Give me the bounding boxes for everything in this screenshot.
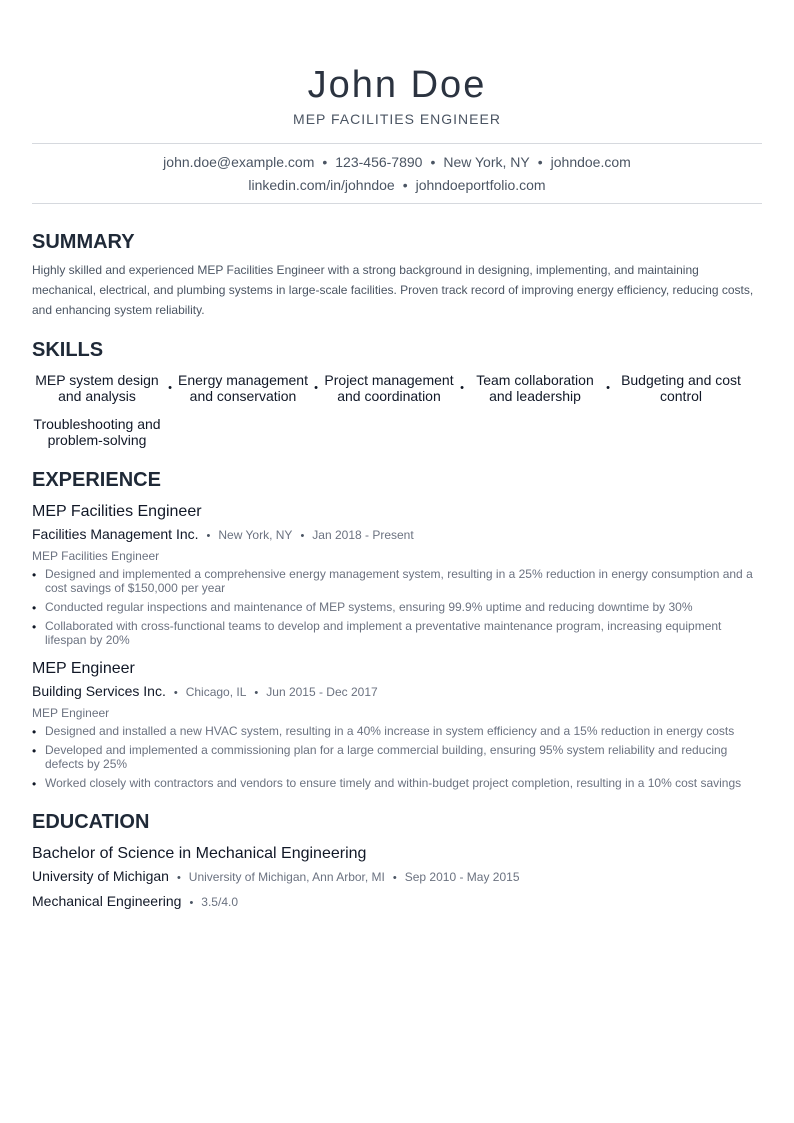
bullet-text: Designed and installed a new HVAC system, resulting in a 40% increase in system efficiency and a 15% reduction in energy costs (45, 724, 735, 738)
bullet-icon: • (32, 601, 37, 615)
job-location: Chicago, IL (185, 685, 247, 699)
job-meta (32, 680, 762, 704)
bullet-text: Worked closely with contractors and vendors to ensure timely and within-budget project completion, resulting in a 10% cost savings (45, 776, 742, 790)
bullet-icon: • (32, 744, 37, 758)
job-meta (32, 523, 762, 547)
list-item (32, 567, 762, 595)
separator-dot: • (173, 687, 178, 699)
list-item (32, 743, 762, 771)
skill-item (470, 372, 616, 404)
skills-heading: SKILLS (32, 339, 104, 361)
experience-entry (32, 659, 762, 790)
job-dates: Jan 2018 - Present (312, 528, 414, 542)
experience-entry (32, 502, 762, 647)
bullet-icon: • (32, 568, 37, 582)
contact-block (32, 144, 762, 203)
separator-dot: • (300, 530, 305, 542)
education-meta (32, 865, 762, 889)
bullet-text: Developed and implemented a commissioning plan for a large commercial building, ensuring 95% system reliability and reducing defects by 25% (45, 743, 728, 771)
education-dates: Sep 2010 - May 2015 (404, 870, 520, 884)
skill-item (616, 372, 746, 404)
skill-label: Project management and coordination (324, 372, 454, 404)
skill-label: Energy management and conservation (178, 372, 308, 404)
education-entry (32, 844, 762, 914)
education-heading: EDUCATION (32, 811, 150, 833)
contact-phone[interactable]: 123-456-7890 (335, 154, 423, 170)
company-name: Building Services Inc. (32, 683, 166, 699)
experience-heading: EXPERIENCE (32, 469, 161, 491)
education-field-meta (32, 890, 762, 914)
list-item (32, 619, 762, 647)
separator-dot: • (206, 530, 211, 542)
contact-website[interactable]: johndoe.com (550, 154, 631, 170)
skill-label: Troubleshooting and problem-solving (33, 416, 161, 448)
job-bullets (32, 567, 762, 647)
bullet-icon: • (32, 620, 37, 634)
degree-title: Bachelor of Science in Mechanical Engineering (32, 845, 367, 862)
job-title: MEP Facilities Engineer (32, 503, 202, 520)
separator-dot: • (322, 154, 328, 170)
separator-dot: • (460, 382, 464, 394)
bullet-text: Conducted regular inspections and maintenance of MEP systems, ensuring 99.9% uptime and reducing downtime by 30% (45, 600, 693, 614)
separator-dot: • (402, 177, 408, 193)
contact-line-2 (32, 174, 762, 197)
candidate-name: John Doe (307, 64, 487, 106)
skill-item (178, 372, 324, 404)
header-divider-bottom (32, 203, 762, 204)
skill-label: Budgeting and cost control (621, 372, 741, 404)
separator-dot: • (537, 154, 543, 170)
field-of-study: Mechanical Engineering (32, 893, 182, 909)
candidate-headline: MEP FACILITIES ENGINEER (293, 111, 501, 127)
contact-email[interactable]: john.doe@example.com (163, 154, 315, 170)
list-item (32, 600, 762, 614)
skills-list (32, 372, 762, 448)
job-dates: Jun 2015 - Dec 2017 (266, 685, 378, 699)
job-role: MEP Engineer (32, 706, 110, 720)
summary-text: Highly skilled and experienced MEP Facilities Engineer with a strong background in designing, implementing, and maintaining mechanical, electrical, and plumbing systems in large-scale facilities. Proven track record of improving energy efficiency, reducing costs, and enhancing system reliability. (32, 263, 754, 317)
list-item (32, 776, 762, 790)
separator-dot: • (189, 897, 194, 909)
separator-dot: • (430, 154, 436, 170)
skill-item (32, 416, 162, 448)
contact-location: New York, NY (443, 154, 530, 170)
list-item (32, 724, 762, 738)
bullet-text: Collaborated with cross-functional teams to develop and implement a preventative maintenance program, increasing equipment lifespan by 20% (45, 619, 722, 647)
separator-dot: • (176, 872, 181, 884)
separator-dot: • (168, 382, 172, 394)
bullet-text: Designed and implemented a comprehensive energy management system, resulting in a 25% reduction in energy consumption and a cost savings of $150,000 per year (45, 567, 753, 595)
job-location: New York, NY (218, 528, 293, 542)
job-bullets (32, 724, 762, 790)
resume-header (32, 0, 762, 127)
gpa: 3.5/4.0 (201, 895, 238, 909)
job-role: MEP Facilities Engineer (32, 549, 160, 563)
skill-label: Team collaboration and leadership (476, 372, 594, 404)
school-name: University of Michigan (32, 868, 169, 884)
skill-item (32, 372, 178, 404)
contact-portfolio[interactable]: johndoeportfolio.com (415, 177, 546, 193)
bullet-icon: • (32, 725, 37, 739)
contact-line-1 (32, 151, 762, 174)
job-title: MEP Engineer (32, 660, 135, 677)
skill-item (324, 372, 470, 404)
contact-linkedin[interactable]: linkedin.com/in/johndoe (248, 177, 395, 193)
separator-dot: • (314, 382, 318, 394)
separator-dot: • (606, 382, 610, 394)
bullet-icon: • (32, 777, 37, 791)
summary-heading: SUMMARY (32, 231, 135, 253)
separator-dot: • (392, 872, 397, 884)
skill-label: MEP system design and analysis (35, 372, 159, 404)
school-location: University of Michigan, Ann Arbor, MI (188, 870, 385, 884)
separator-dot: • (254, 687, 259, 699)
company-name: Facilities Management Inc. (32, 526, 199, 542)
